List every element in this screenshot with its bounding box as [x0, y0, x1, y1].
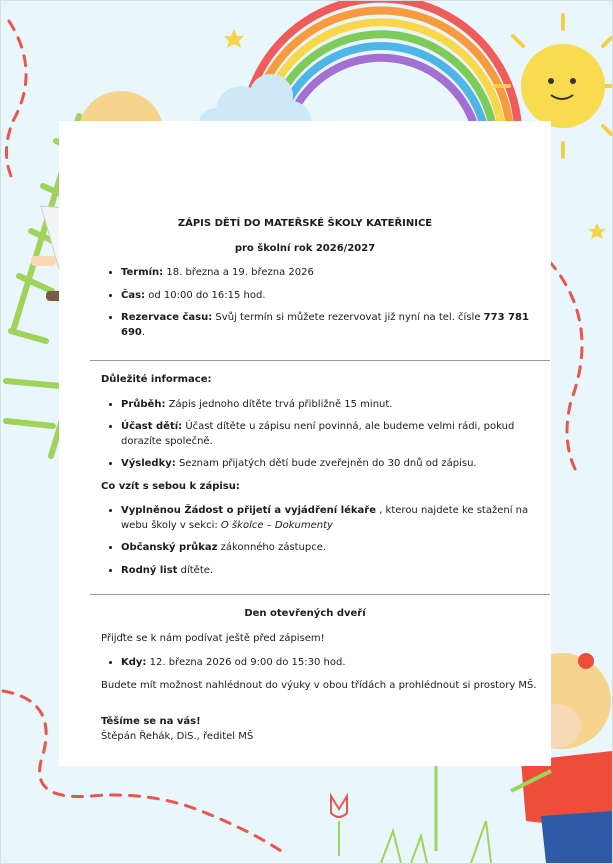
- document-title: ZÁPIS DĚTÍ DO MATEŘSKÉ ŠKOLY KATEŘINICE: [177, 218, 433, 229]
- open-day-list: [59, 656, 551, 671]
- list-item: • Rezervace času: Svůj termín si můžete rezervovat již nyní na tel. čísle 773 781 690.: [121, 311, 551, 340]
- list-item: • Rodný list dítěte.: [121, 564, 551, 579]
- list-item: • Kdy: 12. března 2026 od 9:00 do 15:30 hod.: [121, 656, 551, 671]
- phone-number: 773 781 690: [121, 312, 529, 338]
- open-day-note: Budete mít možnost nahlédnout do výuky v obou třídách a prohlédnout si prostory MŠ.: [101, 679, 537, 691]
- list-item: • Výsledky: Seznam přijatých dětí bude zveřejněn do 30 dnů od zápisu.: [121, 457, 551, 472]
- open-day-intro: Přijďte se k nám podívat ještě před zápisem!: [101, 632, 325, 644]
- list-item: • Průběh: Zápis jednoho dítěte trvá přibližně 15 minut.: [121, 398, 551, 413]
- closing-line: Těšíme se na vás!: [101, 716, 201, 727]
- main-info-list: [59, 266, 551, 340]
- section-heading-important: Důležité informace:: [101, 374, 212, 385]
- list-item: • Účast dětí: Účast dítěte u zápisu není povinná, ale budeme velmi rádi, pokud dorazíte společně.: [121, 420, 551, 449]
- section-heading-bring: Co vzít s sebou k zápisu:: [101, 480, 240, 492]
- list-item: • Termín: 18. března a 19. března 2026: [121, 266, 551, 281]
- bring-list: [59, 504, 551, 578]
- important-info-list: [59, 398, 551, 472]
- document-body: [59, 217, 551, 744]
- document-subtitle: pro školní rok 2026/2027: [234, 242, 376, 254]
- list-item: • Vyplněnou Žádost o přijetí a vyjádření lékaře , kterou najdete ke stažení na webu školy v sekci: O školce – Dokumenty: [121, 504, 551, 533]
- dashed-line-decoration: [6, 21, 26, 176]
- list-item: • Čas: od 10:00 do 16:15 hod.: [121, 289, 551, 304]
- list-item: • Občanský průkaz zákonného zástupce.: [121, 541, 551, 556]
- signature: Štěpán Řehák, DiS., ředitel MŠ: [101, 730, 254, 742]
- open-day-heading: Den otevřených dveří: [244, 608, 366, 619]
- dashed-line-decoration: [549, 261, 582, 471]
